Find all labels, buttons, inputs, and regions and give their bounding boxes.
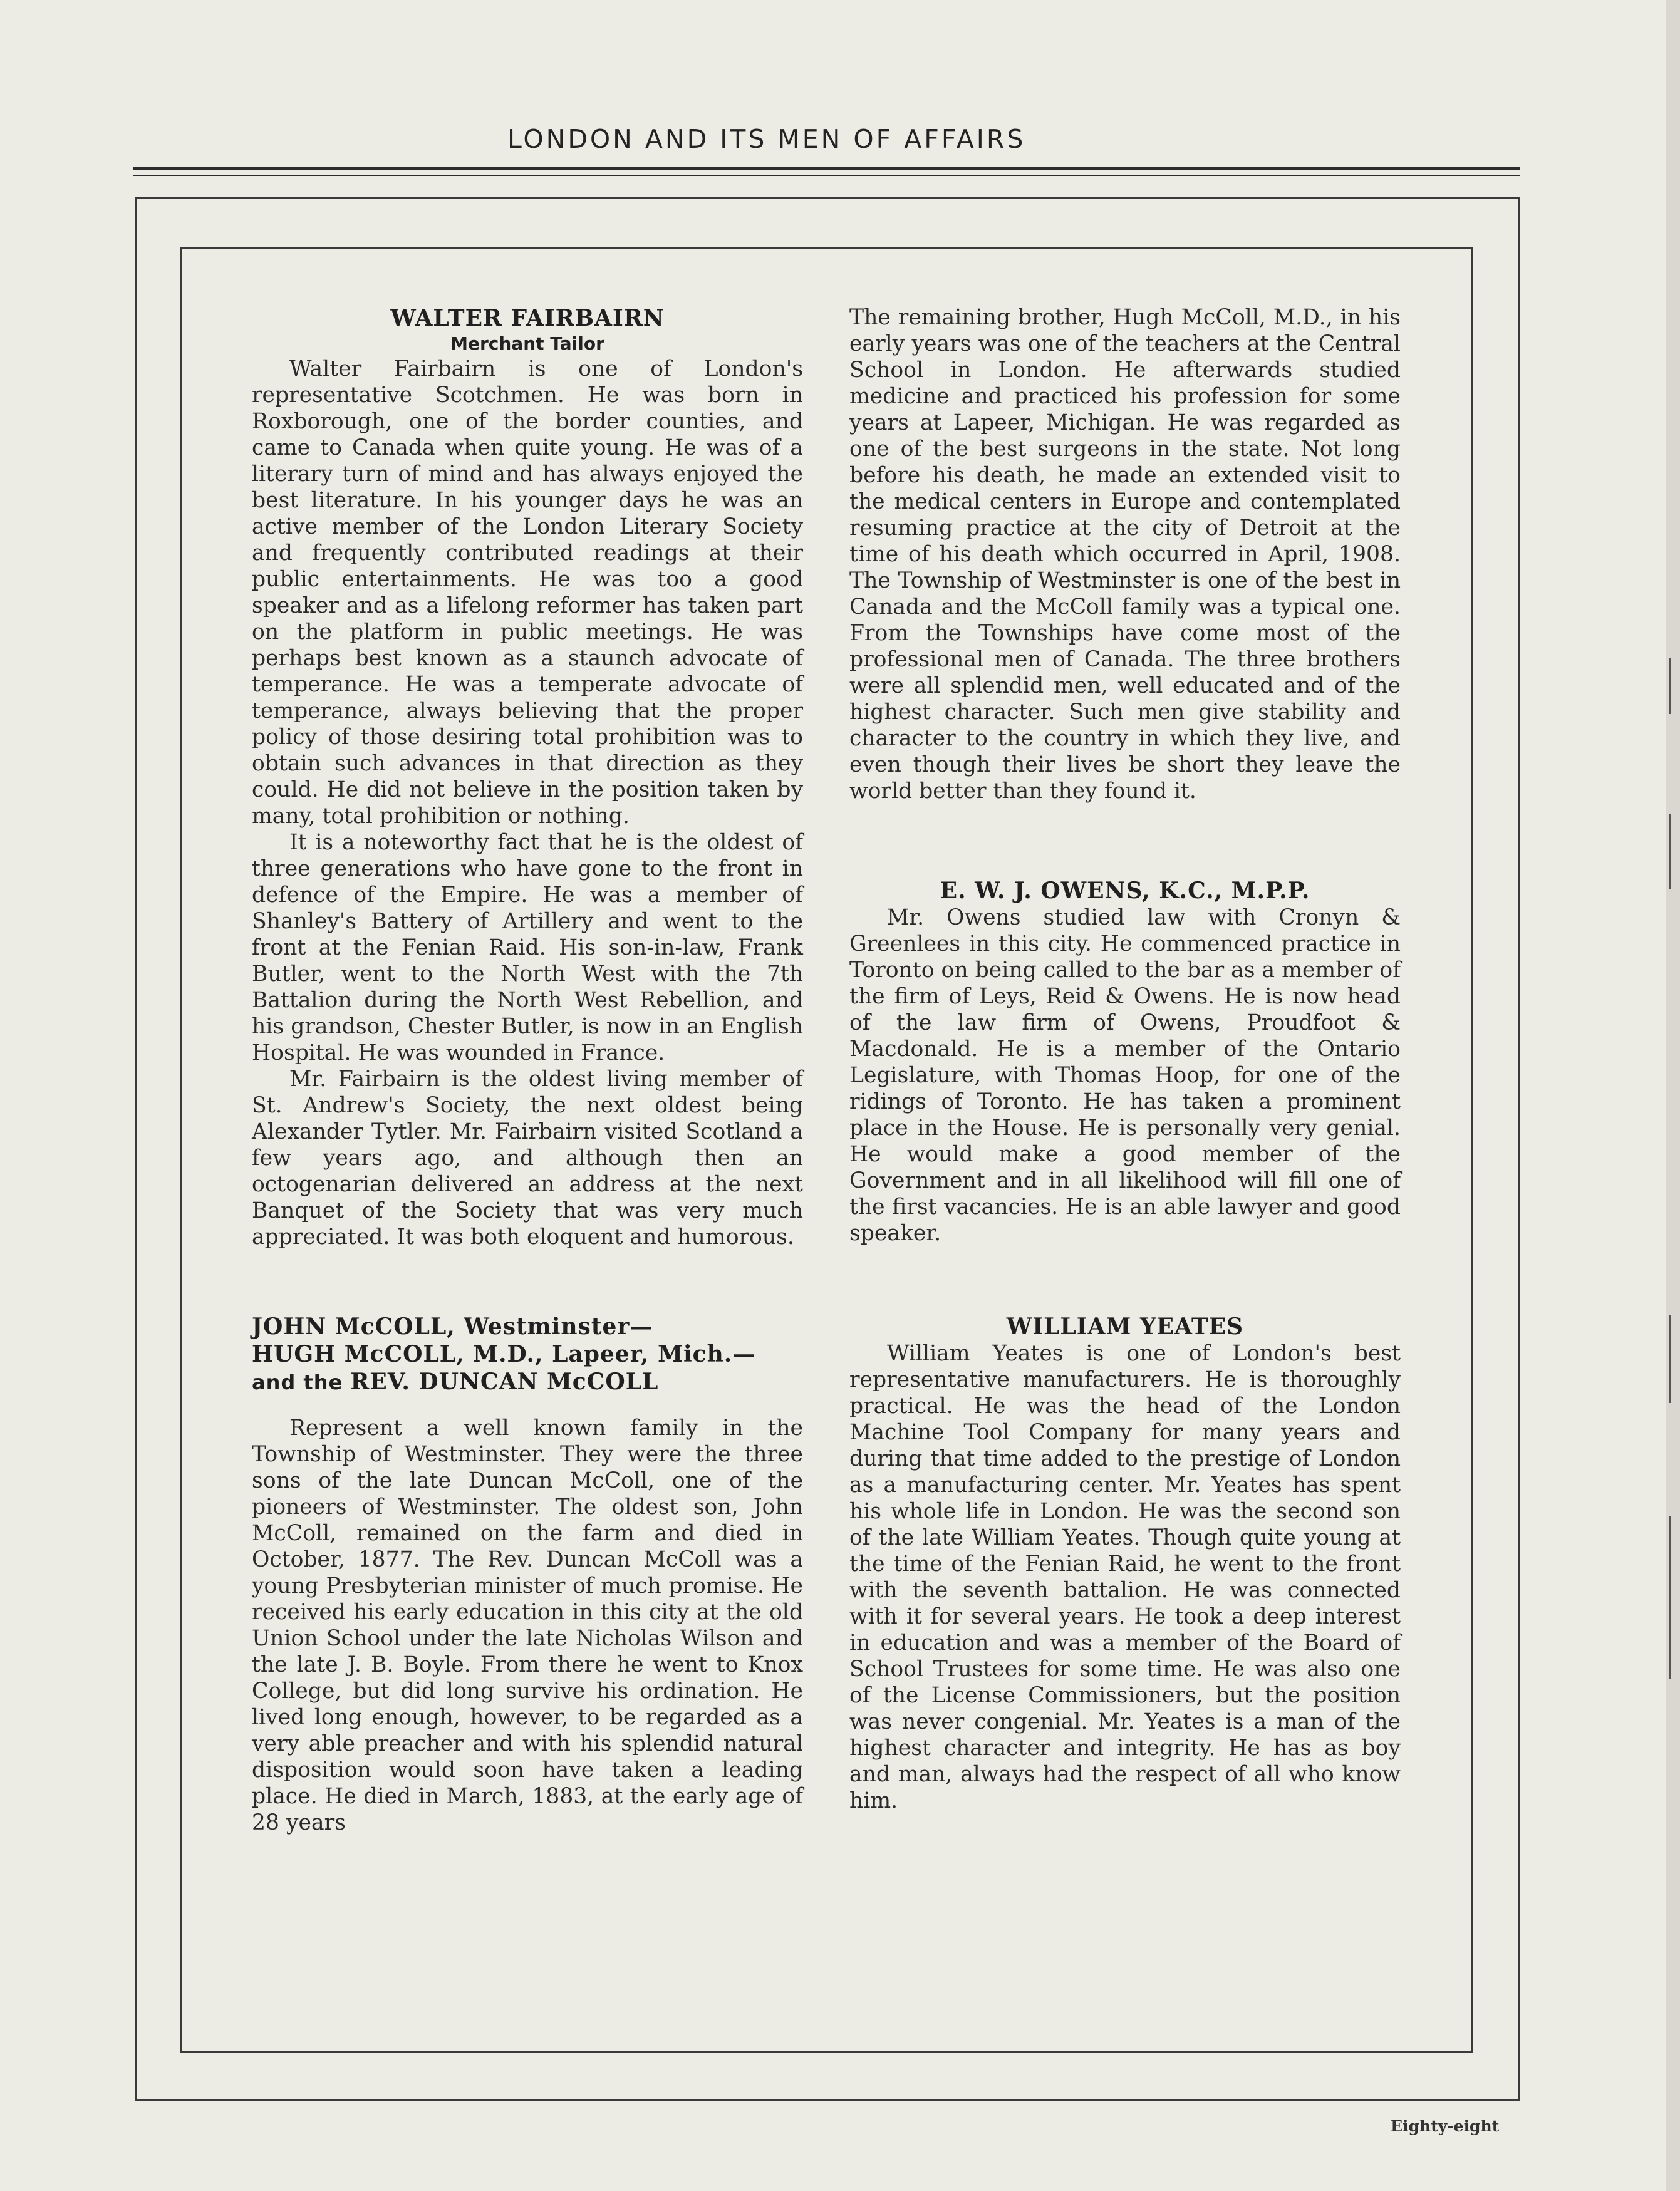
mccoll-heading-line-1: JOHN McCOLL, Westminster— bbox=[252, 1313, 653, 1340]
adjacent-page-edge bbox=[1666, 0, 1680, 2191]
fairbairn-subheading: Merchant Tailor bbox=[450, 333, 604, 354]
fairbairn-paragraph-3: Mr. Fairbairn is the oldest living member of St. Andrew's Society, the next oldest being Alexander Tytler. Mr. Fairbairn visited Scotland a few years ago, and although then an octogenarian delivered an address at the next Banquet of the Society that was very much appreciated. It was both eloquent and humorous. bbox=[252, 1067, 803, 1250]
mccoll-continued-paragraph: The remaining brother, Hugh McColl, M.D., in his early years was one of the teachers at the Central School in London. He afterwards studied medicine and practiced his profession for some years at Lapeer, Michigan. He was regarded as one of the best surgeons in the state. Not long before his death, he made an extended visit to the medical centers in Europe and contemplated resuming practice at the city of Detroit at the time of his death which occurred in April, 1908. The Township of Westminster is one of the best in Canada and the McColl family was a typical one. From the Townships have come most of the professional men of Canada. The three brothers were all splendid men, well educated and of the highest character. Such men give stability and character to the country in which they live, and even though their lives be short they leave the world better than they found it. bbox=[849, 305, 1401, 804]
mccoll-heading-line-3 bbox=[252, 1368, 803, 1396]
running-header: LONDON AND ITS MEN OF AFFAIRS bbox=[507, 124, 1026, 154]
mccoll-heading-prefix: and the bbox=[252, 1370, 351, 1394]
page-edge-mark bbox=[1669, 1315, 1671, 1403]
owens-paragraph-1: Mr. Owens studied law with Cronyn & Greenlees in this city. He commenced practice in Toronto on being called to the bar as a member of the firm of Leys, Reid & Owens. He is now head of the law firm of Owens, Proudfoot & Macdonald. He is a member of the Ontario Legislature, with Thomas Hoop, for one of the ridings of Toronto. He has taken a prominent place in the House. He is personally very genial. He would make a good member of the Government and in all likelihood will fill one of the first vacancies. He is an able lawyer and good speaker. bbox=[849, 905, 1401, 1246]
left-column bbox=[252, 304, 803, 1836]
section-spacer bbox=[252, 1250, 803, 1313]
yeates-heading: WILLIAM YEATES bbox=[1006, 1313, 1244, 1340]
page-number: Eighty-eight bbox=[1391, 2117, 1500, 2135]
fairbairn-heading: WALTER FAIRBAIRN bbox=[390, 305, 665, 331]
mccoll-heading-line-2: HUGH McCOLL, M.D., Lapeer, Mich.— bbox=[252, 1341, 756, 1367]
section-spacer bbox=[849, 804, 1401, 877]
header-rule-thick bbox=[133, 167, 1520, 170]
right-column bbox=[849, 304, 1401, 1814]
page-edge-mark bbox=[1669, 658, 1671, 714]
page-edge-mark bbox=[1669, 1516, 1671, 1679]
header-rule-thin bbox=[133, 175, 1520, 176]
page-edge-mark bbox=[1669, 814, 1671, 889]
mccoll-heading-name: REV. DUNCAN McCOLL bbox=[350, 1369, 659, 1395]
owens-heading: E. W. J. OWENS, K.C., M.P.P. bbox=[940, 878, 1310, 904]
yeates-paragraph-1: William Yeates is one of London's best representative manufacturers. He is thoroughly practical. He was the head of the London Machine Tool Company for many years and during that time added to the prestige of London as a manufacturing center. Mr. Yeates has spent his whole life in London. He was the second son of the late William Yeates. Though quite young at the time of the Fenian Raid, he went to the front with the seventh battalion. He was connected with it for several years. He took a deep interest in education and was a member of the Board of School Trustees for some time. He was also one of the License Commissioners, but the position was never congenial. Mr. Yeates is a man of the highest character and integrity. He has as boy and man, always had the respect of all who know him. bbox=[849, 1341, 1401, 1813]
fairbairn-paragraph-1: Walter Fairbairn is one of London's representative Scotchmen. He was born in Roxborough, one of the border counties, and came to Canada when quite young. He was of a literary turn of mind and has always enjoyed the best literature. In his younger days he was an active member of the London Literary Society and frequently contributed readings at their public entertainments. He was too a good speaker and as a lifelong reformer has taken part on the platform in public meetings. He was perhaps best known as a staunch advocate of temperance. He was a temperate advocate of temperance, always believing that the proper policy of those desiring total prohibition was to obtain such advances in that direction as they could. He did not believe in the position taken by many, total prohibition or nothing. bbox=[252, 356, 803, 829]
fairbairn-paragraph-2: It is a noteworthy fact that he is the oldest of three generations who have gone to the front in defence of the Empire. He was a member of Shanley's Battery of Artillery and went to the front at the Fenian Raid. His son-in-law, Frank Butler, went to the North West with the 7th Battalion during the North West Rebellion, and his grandson, Chester Butler, is now in an English Hospital. He was wounded in France. bbox=[252, 830, 803, 1065]
mccoll-paragraph-1: Represent a well known family in the Township of Westminster. They were the three sons of the late Duncan McColl, one of the pioneers of Westminster. The oldest son, John McColl, remained on the farm and died in October, 1877. The Rev. Duncan McColl was a young Presbyterian minister of much promise. He received his early education in this city at the old Union School under the late Nicholas Wilson and the late J. B. Boyle. From there he went to Knox College, but did long survive his ordination. He lived long enough, however, to be regarded as a very able preacher and with his splendid natural disposition would soon have taken a leading place. He died in March, 1883, at the early age of 28 years bbox=[252, 1416, 803, 1835]
section-spacer bbox=[849, 1246, 1401, 1313]
